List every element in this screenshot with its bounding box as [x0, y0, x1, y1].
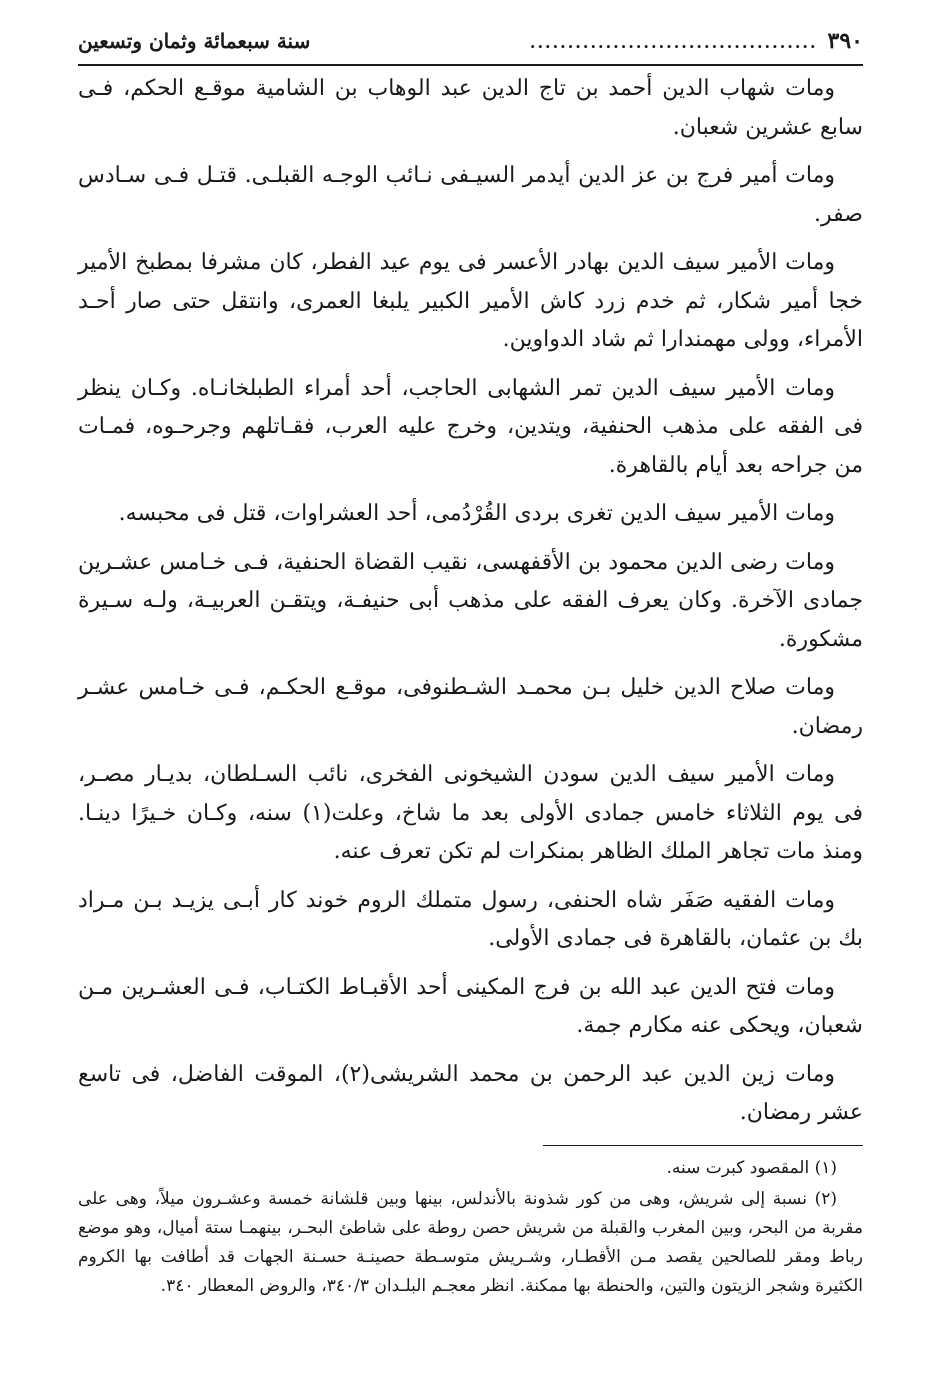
paragraph-6: ومات رضى الدين محمود بن الأقفهسى، نقيب القضاة الحنفية، فـى خـامس عشـرين جمادى الآخرة. وكان يعرف الفقه على مذهب أبى حنيفـة، ويتقـن العربيـة، ولـه سـيرة مشكورة. — [78, 549, 863, 652]
page-number: ٣٩٠ — [827, 28, 863, 54]
paragraph-3: ومات الأمير سيف الدين بهادر الأعسر فى يوم عيد الفطر، كان مشرفا بمطبخ الأمير خجا أمير شكار، ثم خدم زرد كاش الأمير الكبير يلبغا العمرى، وانتقل حتى صار أحـد الأمراء، وولى مهمندارا ثم شاد الدواوين. — [78, 250, 863, 352]
footnote-separator — [543, 1145, 863, 1146]
paragraph-9: ومات الفقيه صَفَر شاه الحنفى، رسول متملك الروم خوند كار أبـى يزيـد بـن مـراد بك بن عثمان، بالقاهرة فى جمادى الأولى. — [78, 887, 863, 951]
paragraph-2: ومات أمير فرج بن عز الدين أيدمر السيـفى نـائب الوجـه القبلـى. قتـل فـى سـادس صفر. — [78, 163, 863, 227]
header-dot-leader: ...................................... — [529, 33, 818, 52]
paragraph-11: ومات زين الدين عبد الرحمن بن محمد الشريشى(٢)، الموقت الفاضل، فى تاسع عشر رمضان. — [78, 1061, 863, 1125]
footnote-2: (٢) نسبة إلى شريش، وهى من كور شذونة بالأندلس، بينها وبين قلشانة خمسة وعشـرون ميلاً، وهى على مقربة من البحر، وبين المغرب والقبلة من شريش حصن روطة على شاطئ البحـر، بينهمـا ستة أميال، وهو موضع رباط ومقر للصالحين يقصد مـن الأقطـار، وشـريش متوسـطة حصينـة حسـنة الجهات قد أطافت بها الكروم الكثيرة وشجر الزيتون والتين، والحنطة بها ممكنة. انظر معجـم البلـدان ٣٤٠/٣، والروض المعطار ٣٤٠. — [78, 1188, 863, 1296]
paragraph-4: ومات الأمير سيف الدين تمر الشهابى الحاجب، أحد أمراء الطبلخانـاه. وكـان ينظر فى الفقه على مذهب الحنفية، ويتدين، وخرج عليه العرب، فقـاتلهم وجرحـوه، فمـات من جراحه بعد أيام بالقاهرة. — [78, 375, 863, 478]
paragraph-1: ومات شهاب الدين أحمد بن تاج الدين عبد الوهاب بن الشامية موقـع الحكم، فـى سابع عشرين شعبان. — [78, 76, 863, 140]
running-title: سنة سبعمائة وثمان وتسعين — [78, 29, 311, 53]
page-header — [78, 28, 863, 66]
paragraph-10: ومات فتح الدين عبد الله بن فرج المكينى أحد الأقبـاط الكتـاب، فـى العشـرين مـن شعبان، ويحكى عنه مكارم جمة. — [78, 974, 863, 1038]
book-page — [78, 28, 863, 1303]
footnotes — [78, 1154, 863, 1301]
footnote-1: (١) المقصود كبرت سنه. — [666, 1157, 837, 1178]
paragraph-7: ومات صلاح الدين خليل بـن محمـد الشـطنوفى، موقـع الحكـم، فـى خـامس عشـر رمضان. — [78, 675, 863, 739]
main-text — [78, 70, 863, 1133]
paragraph-8: ومات الأمير سيف الدين سودن الشيخونى الفخرى، نائب السـلطان، بديـار مصـر، فى يوم الثلاثاء خامس جمادى الأولى بعد ما شاخ، وعلت(١) سنه، وكـان خـيرًا دينـا. ومنذ مات تجاهر الملك الظاهر بمنكرات لم تكن تعرف عنه. — [78, 762, 863, 864]
paragraph-5: ومات الأمير سيف الدين تغرى بردى القُرْدُمى، أحد العشراوات، قتل فى محبسه. — [118, 501, 835, 526]
